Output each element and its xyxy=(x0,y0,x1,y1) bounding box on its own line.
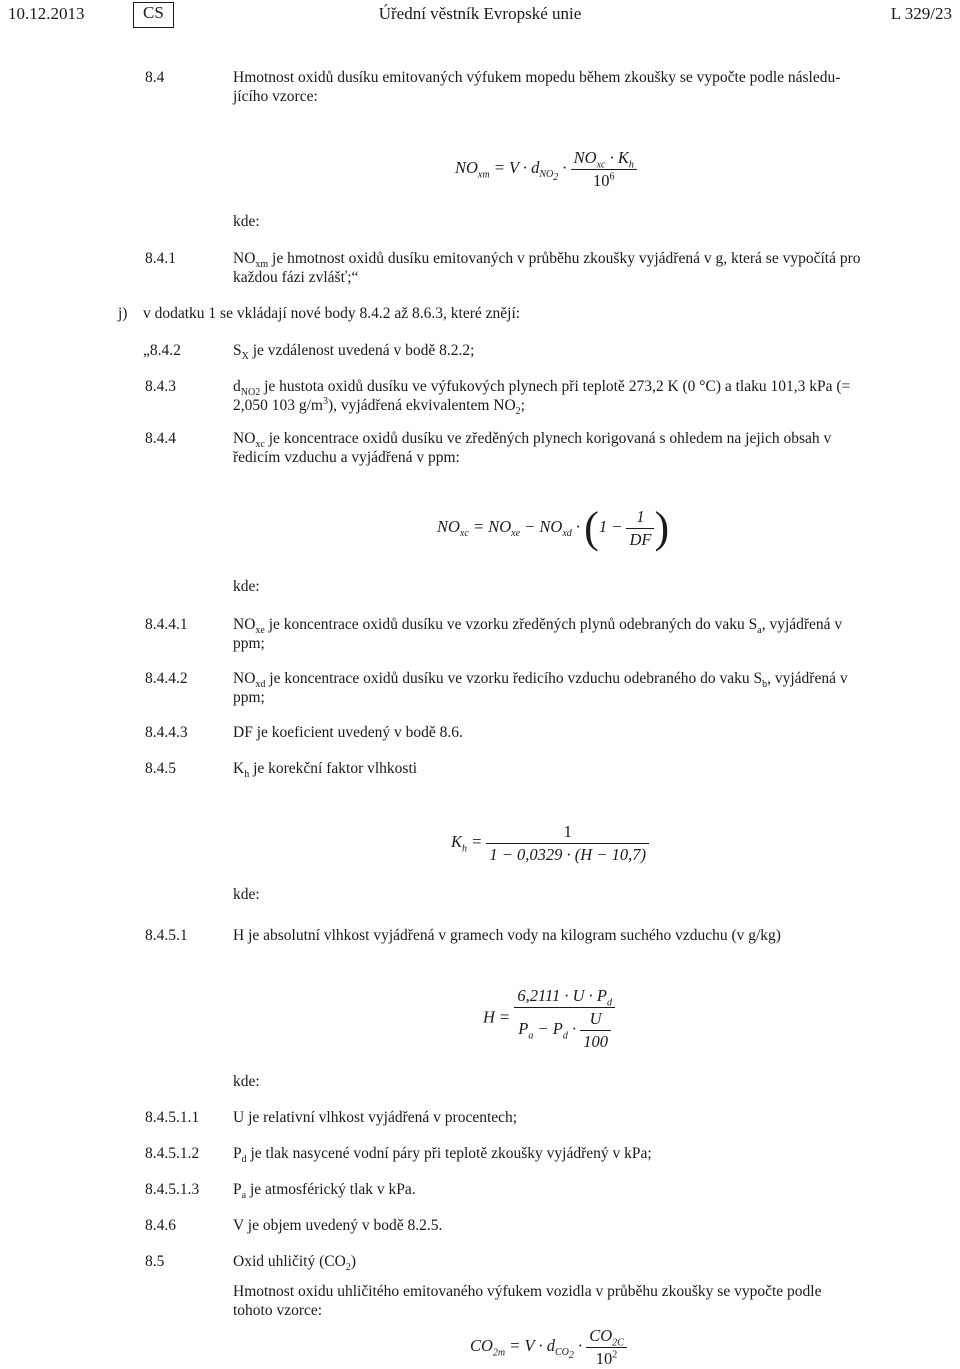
formula-sub: NO xyxy=(539,169,554,181)
where-label: kde: xyxy=(233,1073,260,1090)
section-number: 8.4.1 xyxy=(145,250,176,267)
formula-term: = V · d xyxy=(489,158,540,178)
where-label: kde: xyxy=(233,578,260,595)
formula-term: P xyxy=(518,1018,529,1038)
formula-term: H = xyxy=(483,1007,515,1027)
formula-term: K xyxy=(451,832,463,852)
formula-fraction xyxy=(580,1009,611,1052)
formula-sub: a xyxy=(528,1030,534,1042)
where-label: kde: xyxy=(233,213,260,230)
section-number: 8.4.4.2 xyxy=(145,670,188,687)
formula-fraction xyxy=(514,986,615,1051)
section-number: 8.4 xyxy=(145,69,165,86)
formula-term: 1 xyxy=(563,822,572,841)
header-language-badge: CS xyxy=(133,2,174,28)
formula-term: − P xyxy=(533,1018,563,1038)
header-title: Úřední věstník Evropské unie xyxy=(378,4,582,23)
section-number: 8.4.4.1 xyxy=(145,616,188,633)
section-text: $NO_{xm}$ je hmotnost oxidů dusíku emitovaných v průběhu zkoušky vyjádřená v g, která se vypočítá pro každou fázi zvlášť;“ xyxy=(233,250,861,286)
formula-sub: d xyxy=(562,1030,568,1042)
section-text: $NO_{xd}$ je koncentrace oxidů dusíku ve vzorku ředicího vzduchu odebraného do vaku $S_b$, vyjádřená v ppm; xyxy=(233,670,848,706)
formula-sub: 2 xyxy=(553,172,559,184)
formula-sub: CO xyxy=(554,1347,569,1359)
section-text: $NO_{xc}$ je koncentrace oxidů dusíku ve zředěných plynech korigovaná s ohledem na jejich obsah v ředicím vzduchu a vyjádřená v ppm: xyxy=(233,430,832,466)
formula-sub: 2C xyxy=(612,1337,624,1349)
formula-sub: d xyxy=(606,997,612,1009)
section-text: $P_a$ je atmosférický tlak v kPa. xyxy=(233,1181,416,1202)
formula-term: · xyxy=(558,158,567,178)
formula-term: · xyxy=(571,516,581,536)
formula-term: CO xyxy=(470,1336,493,1356)
section-number: 8.4.5.1 xyxy=(145,927,188,944)
formula-sub: xm xyxy=(477,169,490,181)
formula-term: = V · d xyxy=(505,1336,555,1356)
formula-fraction xyxy=(626,507,654,550)
formula-term: · K xyxy=(605,148,629,167)
formula-sub: xc xyxy=(459,528,469,540)
formula-term: 1 xyxy=(636,506,645,526)
formula-term: 10 xyxy=(595,1348,613,1368)
section-number: 8.4.4 xyxy=(145,430,176,447)
formula-term: · xyxy=(573,1336,583,1356)
formula-h xyxy=(483,986,615,1051)
formula-co2m xyxy=(470,1326,627,1369)
section-text: V je objem uvedený v bodě 8.2.5. xyxy=(233,1217,443,1234)
formula-noxc xyxy=(437,503,670,552)
section-text: Hmotnost oxidu uhličitého emitovaného výfukem vozidla v průběhu zkoušky se vypočte podle tohoto vzorce: xyxy=(233,1283,822,1319)
section-text: U je relativní vlhkost vyjádřená v procentech; xyxy=(233,1109,518,1126)
formula-term: 100 xyxy=(580,1030,611,1052)
formula-noxm xyxy=(455,148,637,191)
formula-kh xyxy=(451,822,649,865)
formula-sub: h xyxy=(628,159,634,171)
formula-term: = NO xyxy=(468,516,512,536)
formula-paren: ( xyxy=(584,503,599,552)
formula-term: − NO xyxy=(520,516,563,536)
formula-sup: 6 xyxy=(609,171,615,183)
section-number: 8.5 xyxy=(145,1253,165,1270)
formula-fraction xyxy=(586,1326,627,1369)
formula-term: CO xyxy=(589,1326,613,1345)
section-text: Hmotnost oxidů dusíku emitovaných výfukem mopedu během zkoušky se vypočte podle následu-jícího vzorce: xyxy=(233,69,841,105)
formula-sub: xc xyxy=(596,159,606,171)
list-label: j) xyxy=(118,305,128,322)
formula-paren: ) xyxy=(654,503,670,552)
formula-term: 1 − xyxy=(598,516,623,536)
header-page-number: L 329/23 xyxy=(890,4,952,23)
section-number: 8.4.5.1.1 xyxy=(145,1109,200,1126)
section-number: 8.4.6 xyxy=(145,1217,176,1234)
formula-term: · xyxy=(567,1018,577,1038)
section-heading: Oxid uhličitý $(CO_2)$ xyxy=(233,1253,356,1274)
formula-term: NO xyxy=(455,158,478,178)
section-number: 8.4.5.1.3 xyxy=(145,1181,200,1198)
list-text: v dodatku 1 se vkládají nové body 8.4.2 až 8.6.3, které znějí: xyxy=(143,305,521,322)
section-text: $NO_{xe}$ je koncentrace oxidů dusíku ve vzorku zředěných plynů odebraných do vaku $S_a$, vyjádřená v ppm; xyxy=(233,616,843,652)
section-number: „8.4.2 xyxy=(143,342,181,359)
section-text: DF je koeficient uvedený v bodě 8.6. xyxy=(233,724,463,741)
formula-term: NO xyxy=(437,516,460,536)
header-date: 10.12.2013 xyxy=(8,4,85,23)
formula-term: NO xyxy=(573,148,597,167)
formula-term: 1 − 0,0329 · (H − 10,7) xyxy=(486,843,649,865)
formula-term: 6,2111 · U · P xyxy=(517,986,607,1005)
section-text: $K_h$ je korekční faktor vlhkosti xyxy=(233,760,418,781)
formula-sub: h xyxy=(462,843,468,855)
section-text: $S_X$ je vzdálenost uvedená v bodě 8.2.2; xyxy=(233,342,475,363)
section-text: $d_{NO2}$ je hustota oxidů dusíku ve výfukových plynech při teplotě 273,2 K (0 °C) a tlaku 101,3 kPa (= 2,050 103 $g/m^3$), vyjádřená ekvivalentem $NO_2$; xyxy=(233,378,851,417)
formula-term: DF xyxy=(626,528,654,550)
formula-term: 10 xyxy=(593,170,610,190)
section-text: $P_d$ je tlak nasycené vodní páry při teplotě zkoušky vyjádřený v kPa; xyxy=(233,1145,652,1166)
formula-fraction xyxy=(571,148,637,191)
section-number: 8.4.3 xyxy=(145,378,176,395)
formula-term: = xyxy=(467,832,487,852)
formula-fraction xyxy=(486,822,649,865)
section-number: 8.4.5 xyxy=(145,760,176,777)
formula-term: U xyxy=(589,1008,602,1028)
formula-sub: xe xyxy=(511,528,521,540)
formula-sup: 2 xyxy=(612,1349,618,1361)
section-number: 8.4.5.1.2 xyxy=(145,1145,200,1162)
formula-sub: xd xyxy=(562,528,572,540)
section-text: H je absolutní vlhkost vyjádřená v gramech vody na kilogram suchého vzduchu (v g/kg) xyxy=(233,927,781,944)
where-label: kde: xyxy=(233,886,260,903)
formula-sub: 2m xyxy=(492,1347,506,1359)
section-number: 8.4.4.3 xyxy=(145,724,188,741)
formula-sub: 2 xyxy=(568,1350,574,1362)
